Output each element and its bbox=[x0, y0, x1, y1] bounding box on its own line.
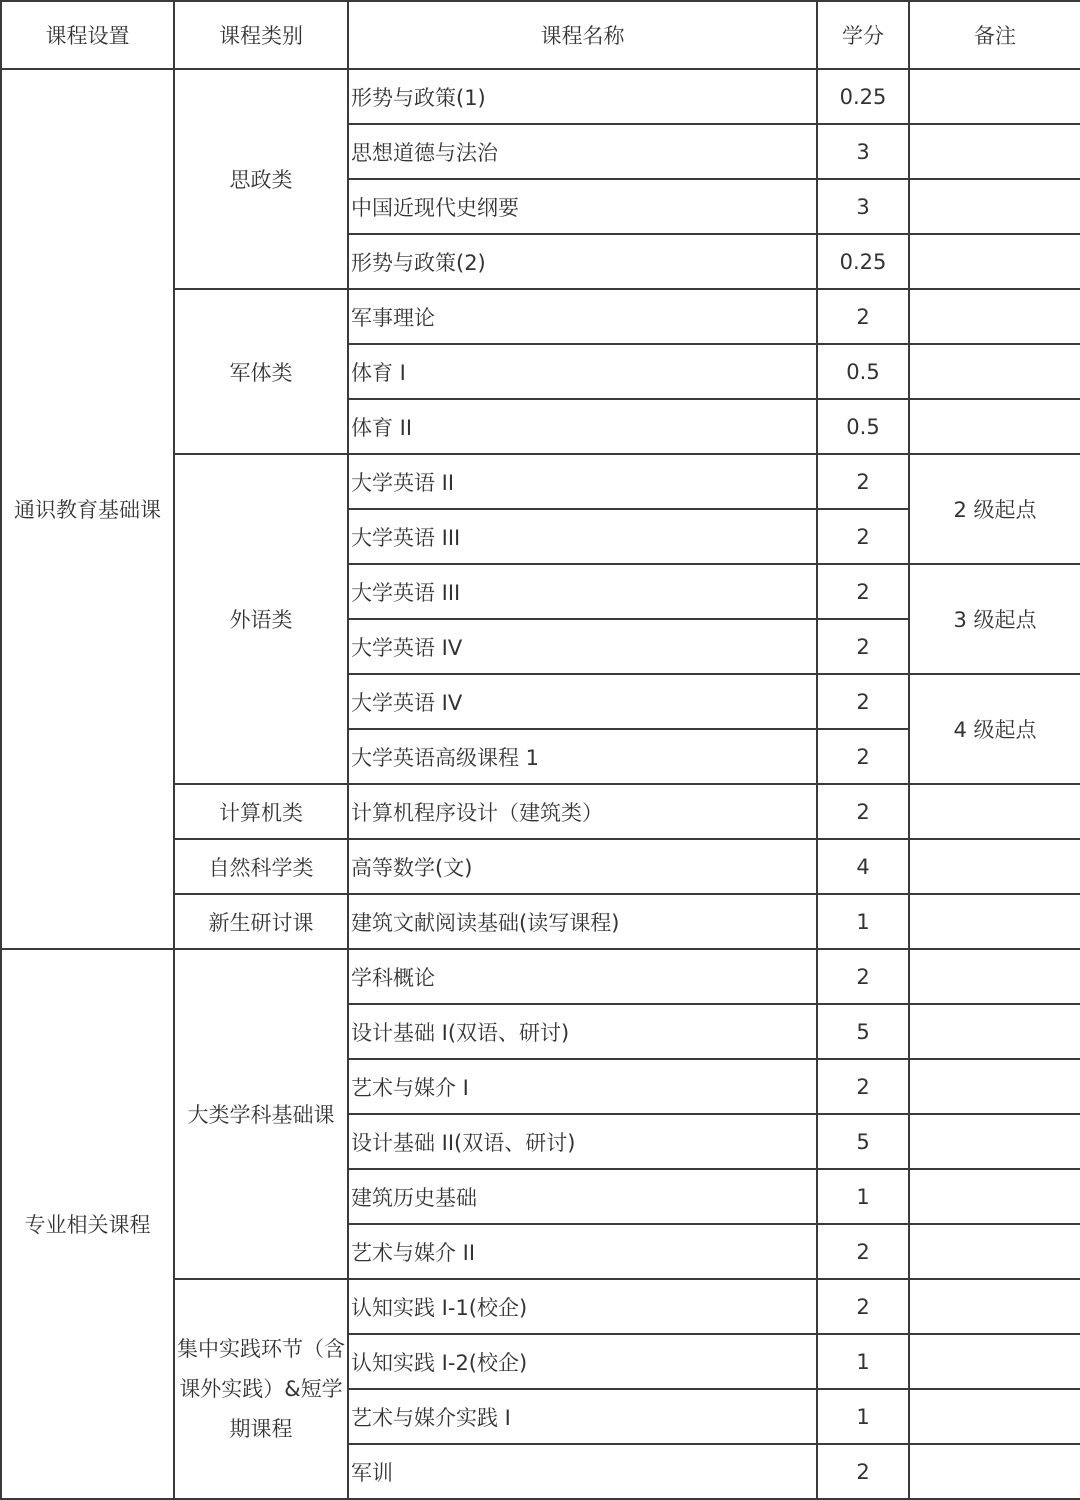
header-remark: 备注 bbox=[909, 1, 1080, 69]
course-remark bbox=[909, 69, 1080, 124]
course-credit: 2 bbox=[817, 1059, 909, 1114]
course-credit: 1 bbox=[817, 1169, 909, 1224]
course-remark bbox=[909, 1444, 1080, 1499]
category-foreign-language: 外语类 bbox=[174, 454, 348, 784]
course-credit: 2 bbox=[817, 784, 909, 839]
header-course-category: 课程类别 bbox=[174, 1, 348, 69]
course-remark bbox=[909, 289, 1080, 344]
course-name: 形势与政策(1) bbox=[348, 69, 817, 124]
course-name: 设计基础 II(双语、研讨) bbox=[348, 1114, 817, 1169]
course-name: 艺术与媒介实践 I bbox=[348, 1389, 817, 1444]
course-name: 军训 bbox=[348, 1444, 817, 1499]
course-remark bbox=[909, 1169, 1080, 1224]
course-credit: 2 bbox=[817, 1444, 909, 1499]
course-name: 计算机程序设计（建筑类） bbox=[348, 784, 817, 839]
course-credit: 3 bbox=[817, 124, 909, 179]
course-credit: 2 bbox=[817, 289, 909, 344]
course-name: 大学英语 II bbox=[348, 454, 817, 509]
course-credit: 2 bbox=[817, 949, 909, 1004]
course-remark bbox=[909, 1004, 1080, 1059]
table-row bbox=[1, 69, 1080, 124]
course-credit: 0.5 bbox=[817, 399, 909, 454]
category-military-pe: 军体类 bbox=[174, 289, 348, 454]
course-name: 大学英语高级课程 1 bbox=[348, 729, 817, 784]
category-practice-line: 集中实践环节（含 bbox=[177, 1337, 345, 1361]
category-practice-line: 期课程 bbox=[229, 1417, 293, 1441]
remark-level-3: 3 级起点 bbox=[909, 564, 1080, 674]
course-name: 体育 I bbox=[348, 344, 817, 399]
course-credit: 2 bbox=[817, 674, 909, 729]
course-credit: 2 bbox=[817, 564, 909, 619]
category-concentrated-practice bbox=[174, 1279, 348, 1499]
course-remark bbox=[909, 1224, 1080, 1279]
course-remark bbox=[909, 179, 1080, 234]
category-discipline-basic: 大类学科基础课 bbox=[174, 949, 348, 1279]
course-name: 形势与政策(2) bbox=[348, 234, 817, 289]
course-credit: 1 bbox=[817, 894, 909, 949]
course-name: 大学英语 III bbox=[348, 564, 817, 619]
course-name: 艺术与媒介 I bbox=[348, 1059, 817, 1114]
header-row bbox=[1, 1, 1080, 69]
course-name: 学科概论 bbox=[348, 949, 817, 1004]
course-remark bbox=[909, 1059, 1080, 1114]
course-remark bbox=[909, 124, 1080, 179]
remark-level-2: 2 级起点 bbox=[909, 454, 1080, 564]
category-computer: 计算机类 bbox=[174, 784, 348, 839]
course-name: 思想道德与法治 bbox=[348, 124, 817, 179]
category-practice-line: 课外实践）&短学 bbox=[179, 1377, 343, 1401]
header-course-setting: 课程设置 bbox=[1, 1, 174, 69]
course-credit: 2 bbox=[817, 454, 909, 509]
course-remark bbox=[909, 1389, 1080, 1444]
course-remark bbox=[909, 894, 1080, 949]
course-name: 认知实践 I-2(校企) bbox=[348, 1334, 817, 1389]
header-course-name: 课程名称 bbox=[348, 1, 817, 69]
course-name: 设计基础 I(双语、研讨) bbox=[348, 1004, 817, 1059]
header-credit: 学分 bbox=[817, 1, 909, 69]
course-credit: 5 bbox=[817, 1004, 909, 1059]
course-name: 体育 II bbox=[348, 399, 817, 454]
course-name: 大学英语 III bbox=[348, 509, 817, 564]
course-name: 大学英语 IV bbox=[348, 674, 817, 729]
course-credit: 2 bbox=[817, 509, 909, 564]
course-credit: 1 bbox=[817, 1389, 909, 1444]
course-credit: 5 bbox=[817, 1114, 909, 1169]
course-credit: 2 bbox=[817, 619, 909, 674]
course-name: 建筑文献阅读基础(读写课程) bbox=[348, 894, 817, 949]
category-natural-science: 自然科学类 bbox=[174, 839, 348, 894]
setting-general: 通识教育基础课 bbox=[1, 69, 174, 949]
course-remark bbox=[909, 839, 1080, 894]
course-remark bbox=[909, 234, 1080, 289]
course-name: 认知实践 I-1(校企) bbox=[348, 1279, 817, 1334]
course-name: 建筑历史基础 bbox=[348, 1169, 817, 1224]
course-credit: 4 bbox=[817, 839, 909, 894]
course-credit: 0.25 bbox=[817, 234, 909, 289]
course-remark bbox=[909, 1279, 1080, 1334]
course-credit: 2 bbox=[817, 1279, 909, 1334]
course-name: 艺术与媒介 II bbox=[348, 1224, 817, 1279]
course-name: 中国近现代史纲要 bbox=[348, 179, 817, 234]
course-credit: 0.25 bbox=[817, 69, 909, 124]
course-credit: 0.5 bbox=[817, 344, 909, 399]
table-row bbox=[1, 949, 1080, 1004]
course-remark bbox=[909, 399, 1080, 454]
course-credit: 2 bbox=[817, 1224, 909, 1279]
course-remark bbox=[909, 949, 1080, 1004]
course-remark bbox=[909, 1334, 1080, 1389]
course-remark bbox=[909, 784, 1080, 839]
course-name: 高等数学(文) bbox=[348, 839, 817, 894]
course-remark bbox=[909, 344, 1080, 399]
course-remark bbox=[909, 1114, 1080, 1169]
category-freshman-seminar: 新生研讨课 bbox=[174, 894, 348, 949]
setting-professional: 专业相关课程 bbox=[1, 949, 174, 1499]
course-name: 军事理论 bbox=[348, 289, 817, 344]
course-credit: 1 bbox=[817, 1334, 909, 1389]
course-name: 大学英语 IV bbox=[348, 619, 817, 674]
course-credit: 3 bbox=[817, 179, 909, 234]
remark-level-4: 4 级起点 bbox=[909, 674, 1080, 784]
course-credit: 2 bbox=[817, 729, 909, 784]
category-ideology: 思政类 bbox=[174, 69, 348, 289]
